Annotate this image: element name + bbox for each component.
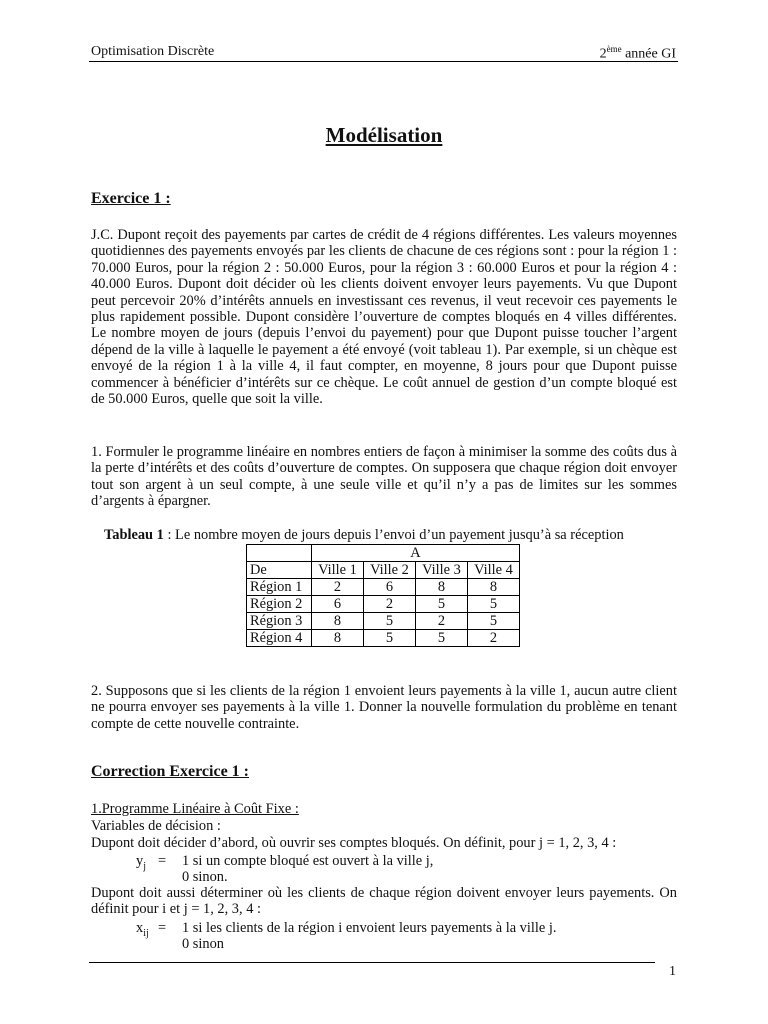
- table-caption-text: : Le nombre moyen de jours depuis l’envoi d’un payement jusqu’à sa réception: [163, 527, 624, 543]
- table-cell: 5: [364, 630, 416, 647]
- x-definition-zero: 0 sinon: [182, 936, 224, 952]
- table-caption: [104, 527, 624, 544]
- y-definition-zero: 0 sinon.: [182, 869, 228, 885]
- table-row: [247, 630, 520, 647]
- table-row-label: Région 4: [247, 630, 312, 647]
- table-row-label: Région 3: [247, 613, 312, 630]
- table-cell: 2: [364, 596, 416, 613]
- question-1: 1. Formuler le programme linéaire en nombres entiers de façon à minimiser la somme des coûts dus à la perte d’intérêts et des coûts d’ouverture de comptes. On supposera que chaque région doit envoyer tout son argent à un seul compte, à une seule ville et qu’il n’y a pas de limites sur les sommes d’argents à épargner.: [91, 444, 677, 510]
- table-row: [247, 579, 520, 596]
- table-cell: 2: [312, 579, 364, 596]
- y-definition-one: 1 si un compte bloqué est ouvert à la ville j,: [182, 853, 434, 869]
- x-intro-paragraph: Dupont doit aussi déterminer où les clients de chaque région doivent envoyer leurs payements. On définit pour i et j = 1, 2, 3, 4 :: [91, 885, 677, 918]
- table-cell: 2: [468, 630, 520, 647]
- header-year-sup: ème: [606, 44, 622, 54]
- page-title: Modélisation: [325, 123, 443, 147]
- x-definition-one: 1 si les clients de la région i envoient leurs payements à la ville j.: [182, 920, 557, 936]
- x-var-subscript: ij: [143, 927, 149, 939]
- y-equals: =: [158, 853, 167, 869]
- decision-variables-label: Variables de décision :: [91, 818, 221, 834]
- y-variable: [136, 853, 146, 875]
- header-year-rest: année GI: [625, 46, 676, 62]
- table-caption-label: Tableau 1: [104, 527, 164, 543]
- table-header-row-a: [247, 545, 520, 562]
- header-year: [600, 44, 676, 63]
- header-rule: [89, 61, 678, 62]
- y-var-symbol: y: [136, 853, 144, 869]
- table-column-header: Ville 2: [364, 562, 416, 579]
- table-cell: 5: [468, 613, 520, 630]
- x-variable: [136, 920, 149, 942]
- table-cell: 8: [312, 630, 364, 647]
- table-cell: 5: [364, 613, 416, 630]
- table-corner-cell: [247, 545, 312, 562]
- header-course: Optimisation Discrète: [91, 44, 215, 59]
- table-cell: 6: [364, 579, 416, 596]
- y-intro-line: Dupont doit décider d’abord, où ouvrir ses comptes bloqués. On définit, pour j = 1, 2, 3, 4 :: [91, 835, 617, 851]
- question-2: 2. Supposons que si les clients de la région 1 envoient leurs payements à la ville 1, aucun autre client ne pourra envoyer ses payements à la ville 1. Donner la nouvelle formulation du problème en tenant compte de cette nouvelle contrainte.: [91, 683, 677, 732]
- table-to-label: A: [312, 545, 520, 562]
- exercise-intro: J.C. Dupont reçoit des payements par cartes de crédit de 4 régions différentes. Les valeurs moyennes quotidiennes des payements envoyés par les clients de chacune de ces régions sont : pour la région 1 : 70.000 Euros, pour la région 2 : 50.000 Euros, pour la région 3 : 60.000 Euros et pour la région 4 : 40.000 Euros. Dupont doit décider où les clients doivent envoyer leurs payements. Vu que Dupont peut percevoir 20% d’intérêts annuels en investissant ces revenus, il veut recevoir ces payements le plus rapidement possible. Dupont considère l’ouverture de comptes bloqués en 4 villes différentes. Le nombre moyen de jours (depuis l’envoi du payement) pour que Dupont puisse toucher l’argent dépend de la ville à laquelle le payement a été envoyé (voit tableau 1). Par exemple, si un chèque est envoyé de la région 1 à la ville 4, il faut compter, en moyenne, 8 jours pour que Dupont puisse commencer à bénéficier d’intérêts sur ce chèque. Le coût annuel de gestion d’un compte bloqué est de 50.000 Euros, quelle que soit la ville.: [91, 227, 677, 408]
- table-row-label: Région 1: [247, 579, 312, 596]
- header-year-num: 2: [599, 46, 607, 62]
- table-from-label: De: [247, 562, 312, 579]
- correction-heading: Correction Exercice 1 :: [91, 763, 250, 780]
- table-cell: 5: [416, 630, 468, 647]
- table-cell: 8: [416, 579, 468, 596]
- footer-rule: [89, 962, 655, 963]
- table-cell: 8: [468, 579, 520, 596]
- x-var-symbol: x: [136, 920, 144, 936]
- table-row: [247, 596, 520, 613]
- table-column-header: Ville 4: [468, 562, 520, 579]
- table-row: [247, 613, 520, 630]
- table-cell: 5: [468, 596, 520, 613]
- table-column-header: Ville 1: [312, 562, 364, 579]
- days-table: [246, 544, 520, 647]
- table-cell: 5: [416, 596, 468, 613]
- table-cell: 6: [312, 596, 364, 613]
- x-equals: =: [158, 920, 167, 936]
- table-cell: 2: [416, 613, 468, 630]
- y-var-subscript: j: [143, 860, 146, 872]
- table-cell: 8: [312, 613, 364, 630]
- page-number: 1: [669, 964, 676, 979]
- table-column-header: Ville 3: [416, 562, 468, 579]
- table-header-row: [247, 562, 520, 579]
- exercise-heading: Exercice 1 :: [91, 190, 171, 207]
- correction-subheading: 1.Programme Linéaire à Coût Fixe :: [91, 801, 299, 817]
- table-row-label: Région 2: [247, 596, 312, 613]
